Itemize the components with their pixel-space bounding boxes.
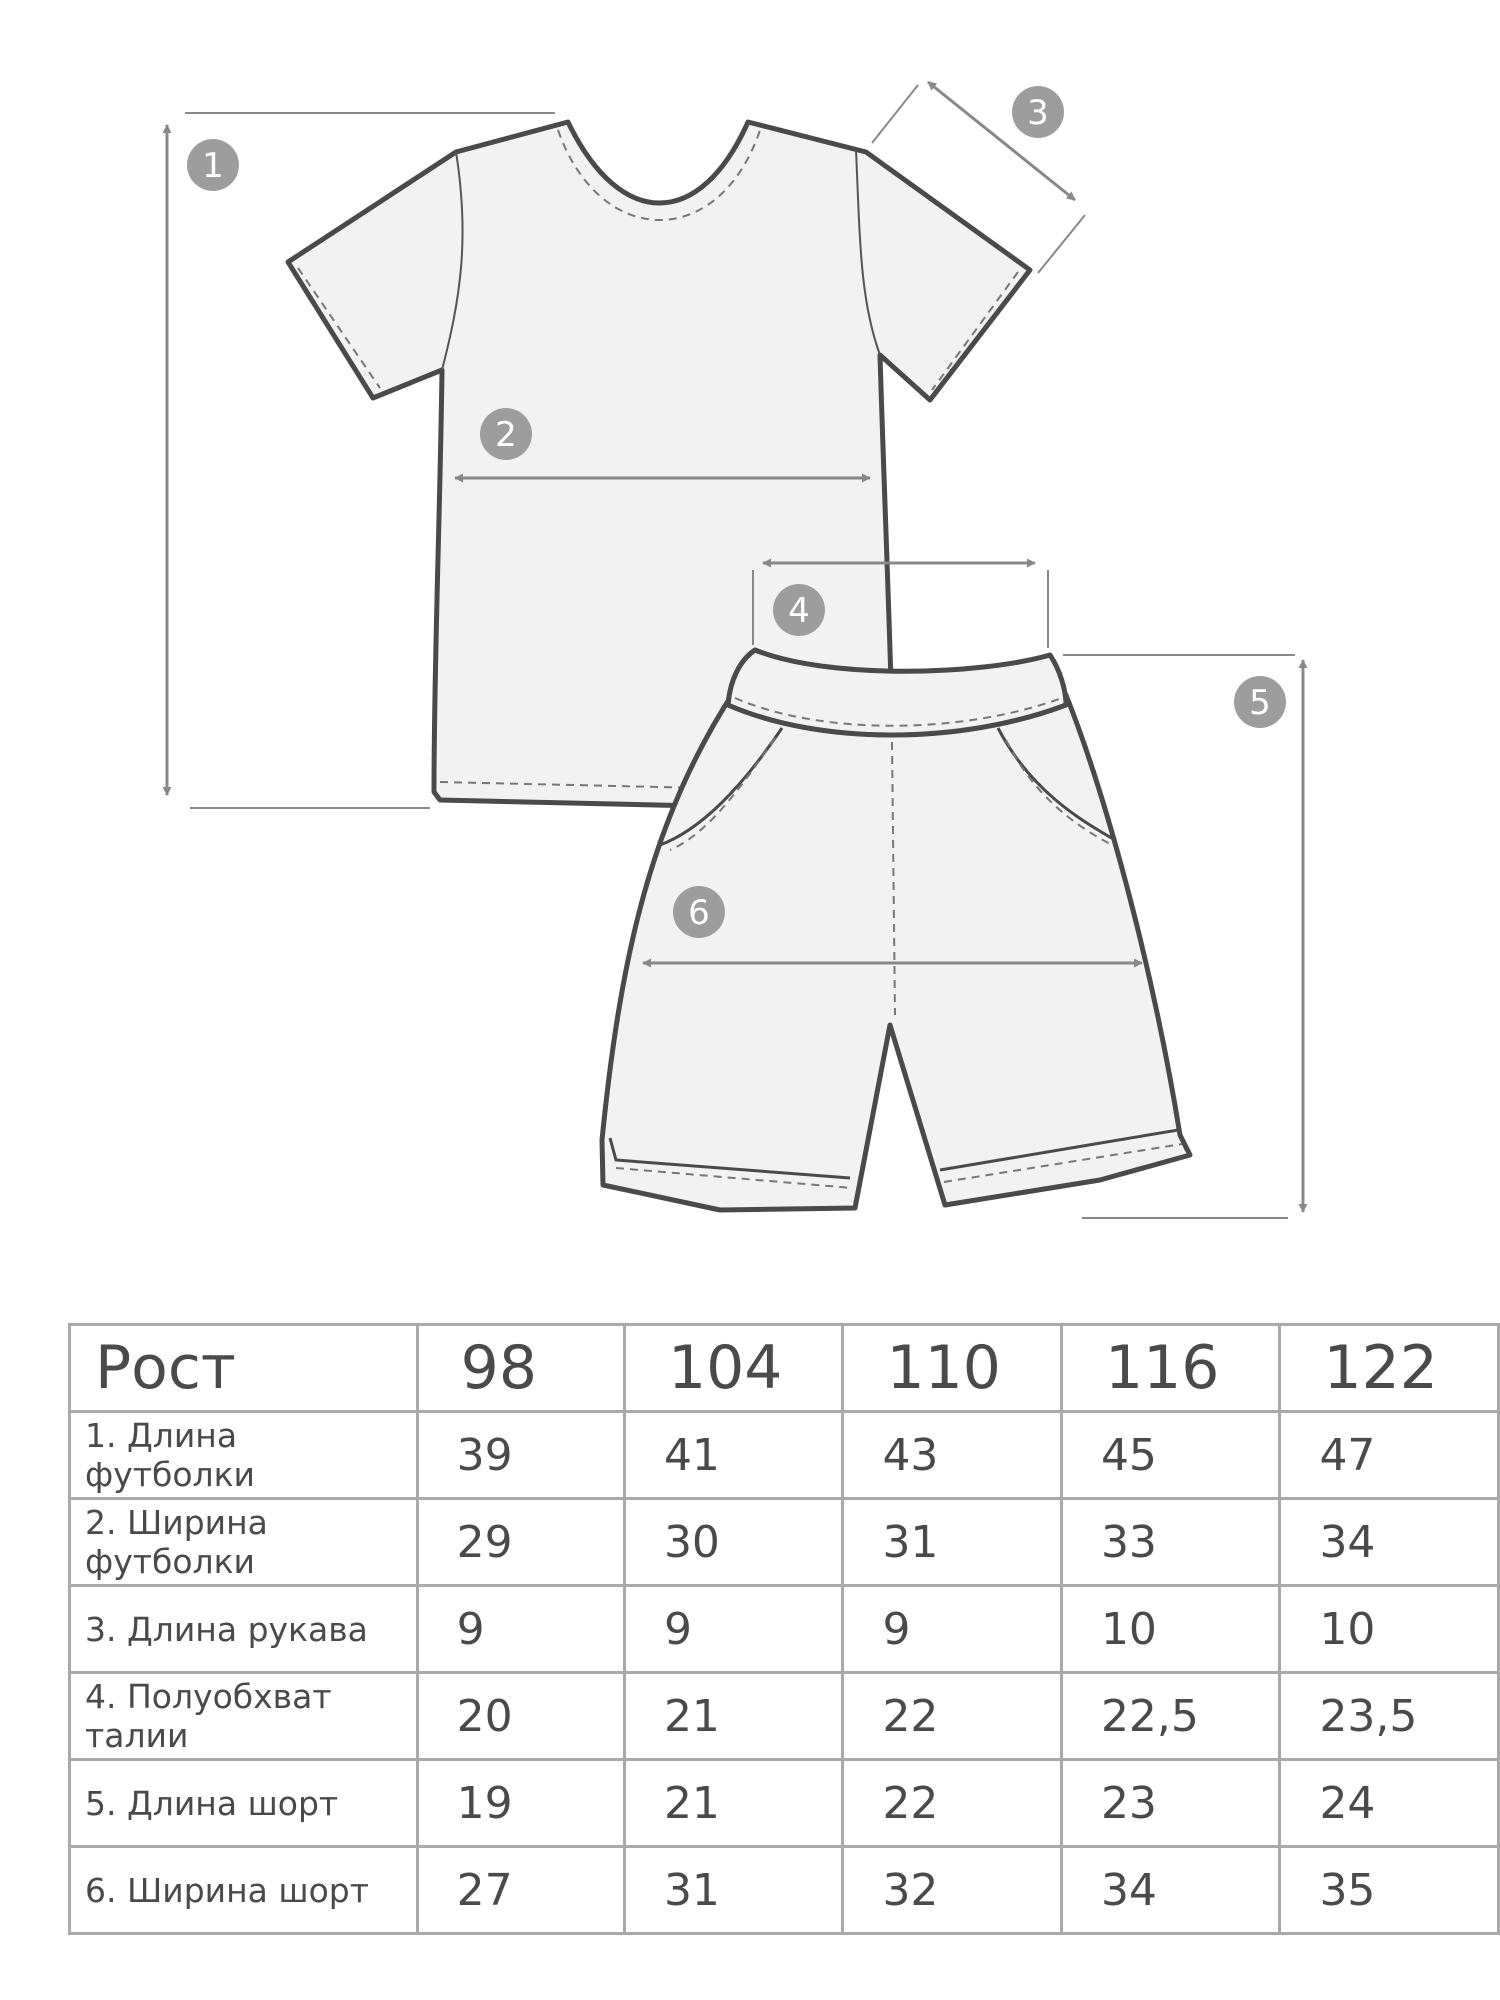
table-cell: 41 <box>624 1412 843 1499</box>
table-cell: 22 <box>843 1673 1062 1760</box>
row-label: 3. Длина рукава <box>70 1586 418 1673</box>
table-row <box>70 1586 1499 1673</box>
marker-6-label: 6 <box>688 893 710 933</box>
marker-1-label: 1 <box>202 146 224 186</box>
size-table <box>68 1323 1500 1935</box>
table-cell: 32 <box>843 1847 1062 1934</box>
row-label: 6. Ширина шорт <box>70 1847 418 1934</box>
table-cell: 30 <box>624 1499 843 1586</box>
marker-2-label: 2 <box>495 415 517 455</box>
marker-2 <box>480 408 532 460</box>
table-cell: 22,5 <box>1061 1673 1280 1760</box>
table-cell: 9 <box>843 1586 1062 1673</box>
marker-4-label: 4 <box>788 591 810 631</box>
table-row <box>70 1847 1499 1934</box>
marker-3-label: 3 <box>1027 93 1049 133</box>
marker-5 <box>1234 676 1286 728</box>
table-cell: 10 <box>1061 1586 1280 1673</box>
size-header: 110 <box>843 1325 1062 1412</box>
table-cell: 10 <box>1280 1586 1499 1673</box>
size-header: 98 <box>417 1325 624 1412</box>
height-header: Рост <box>70 1325 418 1412</box>
table-cell: 33 <box>1061 1499 1280 1586</box>
row-label: 2. Ширина футболки <box>70 1499 418 1586</box>
size-header: 122 <box>1280 1325 1499 1412</box>
size-table-header-row <box>70 1325 1499 1412</box>
table-row <box>70 1760 1499 1847</box>
marker-4 <box>773 584 825 636</box>
marker-3 <box>1012 86 1064 138</box>
table-cell: 47 <box>1280 1412 1499 1499</box>
table-cell: 43 <box>843 1412 1062 1499</box>
table-cell: 23,5 <box>1280 1673 1499 1760</box>
table-cell: 34 <box>1280 1499 1499 1586</box>
table-cell: 31 <box>624 1847 843 1934</box>
table-row <box>70 1499 1499 1586</box>
size-header: 116 <box>1061 1325 1280 1412</box>
table-cell: 20 <box>417 1673 624 1760</box>
shorts-waistband <box>728 650 1066 735</box>
table-cell: 29 <box>417 1499 624 1586</box>
table-cell: 9 <box>624 1586 843 1673</box>
size-header: 104 <box>624 1325 843 1412</box>
table-cell: 19 <box>417 1760 624 1847</box>
table-row <box>70 1412 1499 1499</box>
marker-5-label: 5 <box>1249 683 1271 723</box>
table-row <box>70 1673 1499 1760</box>
table-cell: 34 <box>1061 1847 1280 1934</box>
table-cell: 35 <box>1280 1847 1499 1934</box>
table-cell: 39 <box>417 1412 624 1499</box>
marker-6 <box>673 886 725 938</box>
row-label: 4. Полуобхват талии <box>70 1673 418 1760</box>
shorts-body <box>602 690 1190 1210</box>
table-cell: 21 <box>624 1673 843 1760</box>
table-cell: 31 <box>843 1499 1062 1586</box>
marker-1 <box>187 139 239 191</box>
table-cell: 21 <box>624 1760 843 1847</box>
table-cell: 24 <box>1280 1760 1499 1847</box>
table-cell: 45 <box>1061 1412 1280 1499</box>
table-cell: 22 <box>843 1760 1062 1847</box>
table-cell: 9 <box>417 1586 624 1673</box>
table-cell: 27 <box>417 1847 624 1934</box>
table-cell: 23 <box>1061 1760 1280 1847</box>
row-label: 5. Длина шорт <box>70 1760 418 1847</box>
row-label: 1. Длина футболки <box>70 1412 418 1499</box>
